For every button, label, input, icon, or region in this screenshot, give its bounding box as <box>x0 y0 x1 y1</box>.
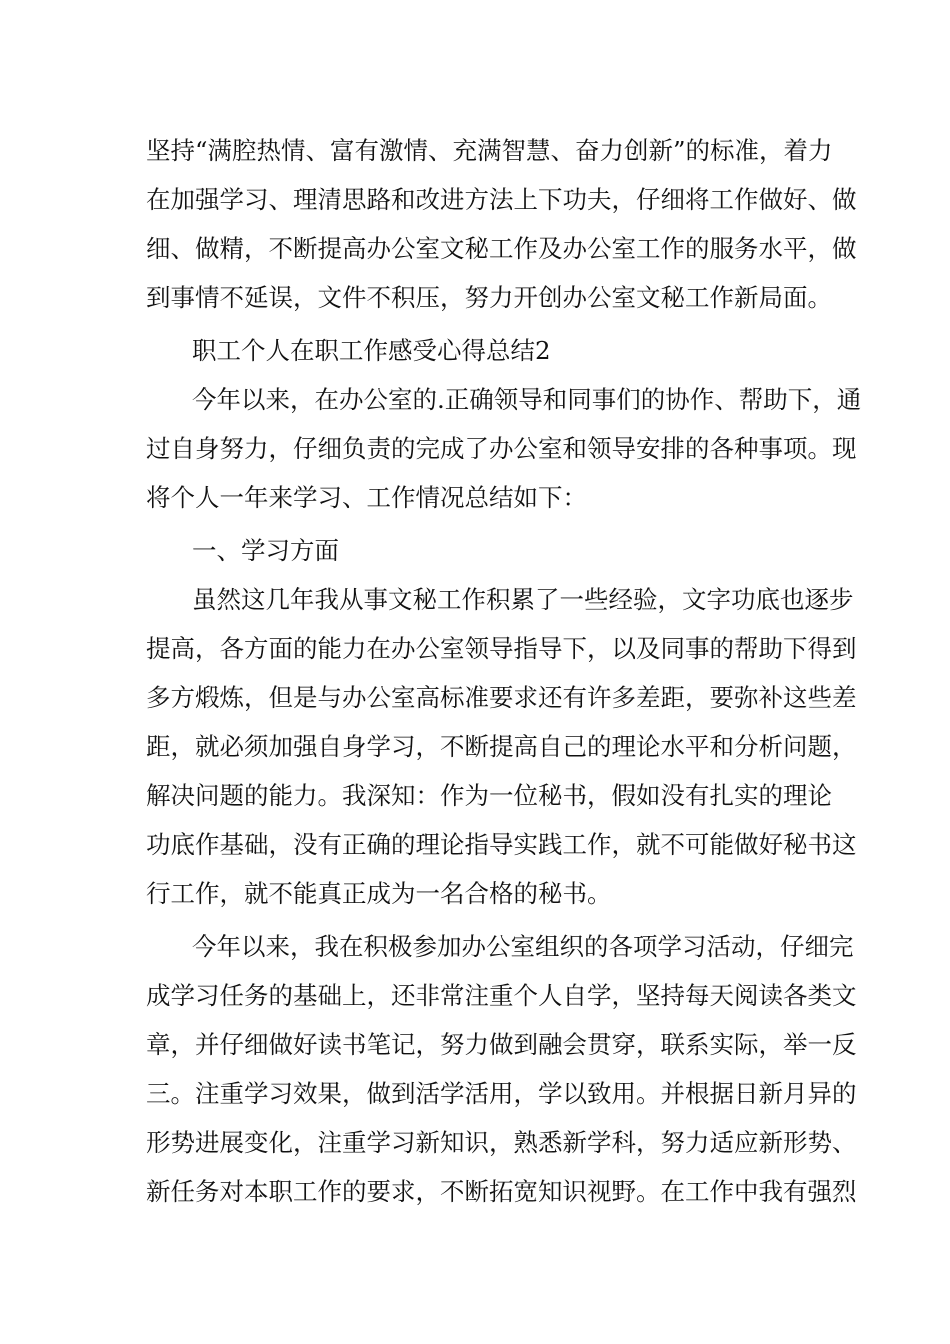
paragraph-line: 行工作，就不能真正成为一名合格的秘书。 <box>146 879 612 908</box>
paragraph-line: 将个人一年来学习、工作情况总结如下： <box>146 483 587 512</box>
section-heading: 职工个人在职工作感受心得总结2 <box>192 336 551 365</box>
paragraph-line: 功底作基础，没有正确的理论指导实践工作，就不可能做好秘书这 <box>146 830 857 859</box>
paragraph-line: 形势进展变化，注重学习新知识，熟悉新学科，努力适应新形势、 <box>146 1128 857 1157</box>
paragraph-line: 解决问题的能力。我深知：作为一位秘书，假如没有扎实的理论 <box>146 781 832 810</box>
paragraph-line: 细、做精，不断提高办公室文秘工作及办公室工作的服务水平，做 <box>146 234 857 263</box>
paragraph-line: 三。注重学习效果，做到活学活用，学以致用。并根据日新月异的 <box>146 1079 857 1108</box>
paragraph-line: 在加强学习、理清思路和改进方法上下功夫，仔细将工作做好、做 <box>146 185 857 214</box>
paragraph-line: 今年以来，我在积极参加办公室组织的各项学习活动，仔细完 <box>192 932 854 961</box>
paragraph-line: 过自身努力，仔细负责的完成了办公室和领导安排的各种事项。现 <box>146 434 857 463</box>
paragraph-line: 多方煅炼，但是与办公室高标准要求还有许多差距，要弥补这些差 <box>146 683 857 712</box>
paragraph-line: 章，并仔细做好读书笔记，努力做到融会贯穿，联系实际，举一反 <box>146 1030 857 1059</box>
paragraph-line: 距，就必须加强自身学习，不断提高自己的理论水平和分析问题， <box>146 732 857 761</box>
paragraph-line: 成学习任务的基础上，还非常注重个人自学，坚持每天阅读各类文 <box>146 981 857 1010</box>
paragraph-line: 到事情不延误，文件不积压，努力开创办公室文秘工作新局面。 <box>146 283 832 312</box>
paragraph-line: 虽然这几年我从事文秘工作积累了一些经验，文字功底也逐步 <box>192 585 854 614</box>
paragraph-line: 提高，各方面的能力在办公室领导指导下，以及同事的帮助下得到 <box>146 634 857 663</box>
paragraph-line: 坚持“满腔热情、富有激情、充满智慧、奋力创新”的标准，着力 <box>146 136 833 165</box>
paragraph-line: 新任务对本职工作的要求，不断拓宽知识视野。在工作中我有强烈 <box>146 1177 857 1206</box>
section-heading: 一、学习方面 <box>192 536 339 565</box>
paragraph-line: 今年以来，在办公室的.正确领导和同事们的协作、帮助下，通 <box>192 385 862 414</box>
